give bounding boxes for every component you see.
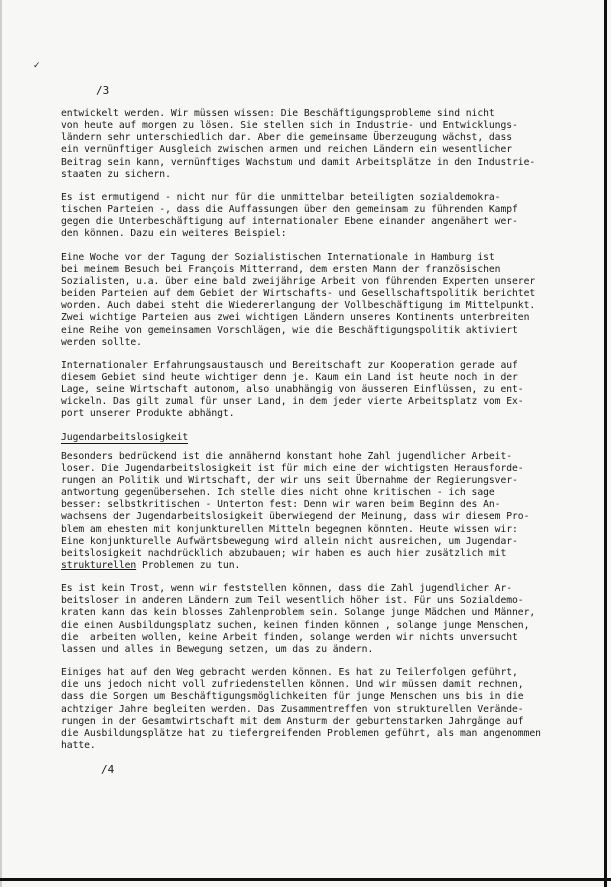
text-line: den können. Dazu ein weiteres Beispiel: — [61, 228, 287, 240]
text-line: tischen Parteien -, dass die Auffassungen über den gemeinsam zu führenden Kampf — [61, 204, 518, 216]
paragraph — [61, 108, 555, 181]
text-line: beitslosigkeit nachdrücklich abzubauen; wir haben es auch hier zusätzlich mit — [61, 547, 507, 559]
text-line: ländern sehr unterschiedlich dar. Aber die gemeinsame Überzeugung wächst, dass — [61, 132, 513, 144]
page-number-bottom: /4 — [101, 763, 115, 776]
underlined-word: strukturellen — [61, 560, 137, 571]
text-line: kraten kann das kein blosses Zahlenproblem sein. Solange junge Mädchen und Männer, — [61, 607, 536, 619]
paragraph — [61, 583, 555, 656]
text-line: die Ausbildungsplätze hat zu tiefergreifenden Problemen geführt, als man angenommen — [61, 727, 541, 739]
text-line: die einen Ausbildungsplatz suchen, keinen finden können , solange junge Menschen, — [61, 619, 530, 631]
text-line: wickeln. Das gilt zumal für unser Land, in dem jeder vierte Arbeitsplatz vom Ex- — [61, 396, 524, 408]
scan-speck-mark: ✓ — [33, 61, 41, 71]
text-line: von heute auf morgen zu lösen. Sie stellen sich in Industrie- und Entwicklungs- — [61, 120, 518, 132]
text-line: blem am ehesten mit konjunkturellen Mitteln begegnen könnten. Heute wissen wir: — [61, 523, 518, 535]
text-line: beitsloser in anderen Ländern zum Teil wesentlich höher ist. Für uns Sozialdemo- — [61, 595, 524, 607]
text-line: gegen die Unterbeschäftigung auf internationaler Ebene einander angenähert wer- — [61, 216, 518, 228]
section-heading: Jugendarbeitslosigkeit — [61, 431, 189, 443]
text-line: loser. Die Jugendarbeitslosigkeit ist für mich eine der wichtigsten Herausforde- — [61, 462, 524, 474]
text-line: Eine Woche vor der Tagung der Sozialistischen Internationale in Hamburg ist — [61, 251, 495, 263]
text-line: Lage, seine Wirtschaft autonom, also unabhängig von äusseren Einflüssen, zu ent- — [61, 384, 524, 396]
text-line: strukturellen Problemen zu tun. — [61, 560, 241, 571]
paragraph — [61, 451, 555, 573]
text-line: Eine konjunkturelle Aufwärtsbewegung wird allein nicht ausreichen, um Jugendar- — [61, 535, 518, 547]
text-line: hatte. — [61, 740, 96, 752]
intro-paragraphs — [61, 108, 555, 421]
text-line: antwortung gegenübersehen. Ich stelle dies nicht ohne kritischen - ich sage — [61, 487, 495, 499]
text-line: Sozialisten, u.a. über eine bald zweijährige Arbeit von führenden Experten unserer — [61, 275, 536, 287]
paragraph — [61, 667, 555, 752]
text-line: Besonders bedrückend ist die annähernd konstant hohe Zahl jugendlicher Arbeit- — [61, 450, 513, 462]
text-line: Einiges hat auf den Weg gebracht werden können. Es hat zu Teilerfolgen geführt, — [61, 667, 518, 679]
text-line: achtziger Jahre begleiten werden. Das Zusammentreffen von strukturellen Verände- — [61, 703, 524, 715]
text-line: Es ist ermutigend - nicht nur für die unmittelbar beteiligten sozialdemokra- — [61, 191, 501, 203]
text-line: dass die Sorgen um Beschäftigungsmöglichkeiten für junge Menschen uns bis in die — [61, 691, 524, 703]
page-number-top: /3 — [96, 84, 110, 97]
text-line: Zwei wichtige Parteien aus zwei wichtigen Ländern unseres Kontinents unterbreiten — [61, 312, 530, 324]
text-line: rungen in der Gesamtwirtschaft mit dem Ansturm der geburtenstarken Jahrgänge auf — [61, 715, 524, 727]
text-line: port unserer Produkte abhängt. — [61, 408, 235, 420]
section-paragraphs — [61, 451, 555, 753]
text-line: wachsens der Jugendarbeitslosigkeit überwiegend der Meinung, dass wir diesem Pro- — [61, 511, 530, 523]
scan-bottom-edge — [0, 878, 611, 881]
document-body — [61, 108, 555, 763]
text-line: besser: selbstkritischen - Unterton fest: Denn wir waren beim Beginn des An- — [61, 499, 501, 511]
text-line: staaten zu sichern. — [61, 168, 171, 180]
text-line: die uns jedoch nicht voll zufriedenstellen können. Und wir müssen damit rechnen, — [61, 679, 524, 691]
scan-right-edge — [604, 0, 607, 887]
text-line: lassen und alles in Bewegung setzen, um das zu ändern. — [61, 643, 374, 655]
text-line: werden sollte. — [61, 336, 142, 348]
text-line: eine Reihe von gemeinsamen Vorschlägen, wie die Beschäftigungspolitik aktiviert — [61, 324, 518, 336]
text-line: Internationaler Erfahrungsaustausch und Bereitschaft zur Kooperation gerade auf — [61, 359, 518, 371]
paragraph — [61, 192, 555, 241]
text-line: entwickelt werden. Wir müssen wissen: Die Beschäftigungsprobleme sind nicht — [61, 108, 495, 119]
paragraph — [61, 252, 555, 349]
text-line: diesem Gebiet sind heute wichtiger denn je. Kaum ein Land ist heute noch in der — [61, 371, 518, 383]
text-line: die arbeiten wollen, keine Arbeit finden, solange werden wir nichts unversucht — [61, 631, 518, 643]
text-line: Beitrag sein kann, vernünftiges Wachstum und damit Arbeitsplätze in den Industrie- — [61, 156, 536, 168]
text-line: rungen an Politik und Wirtschaft, der wir uns seit Übernahme der Regierungsver- — [61, 474, 518, 486]
text-line: worden. Auch dabei steht die Wiedererlangung der Vollbeschäftigung im Mittelpunkt. — [61, 300, 536, 312]
scan-left-edge — [0, 0, 2, 887]
text-line: ein vernünftiger Ausgleich zwischen armen und reichen Ländern ein wesentlicher — [61, 144, 513, 156]
paragraph — [61, 360, 555, 421]
text-line: beiden Parteien auf dem Gebiet der Wirtschafts- und Gesellschaftspolitik berichtet — [61, 288, 536, 300]
text-line: bei meinem Besuch bei François Mitterrand, dem ersten Mann der französischen — [61, 263, 501, 275]
text-line: Es ist kein Trost, wenn wir feststellen können, dass die Zahl jugendlicher Ar- — [61, 583, 513, 595]
